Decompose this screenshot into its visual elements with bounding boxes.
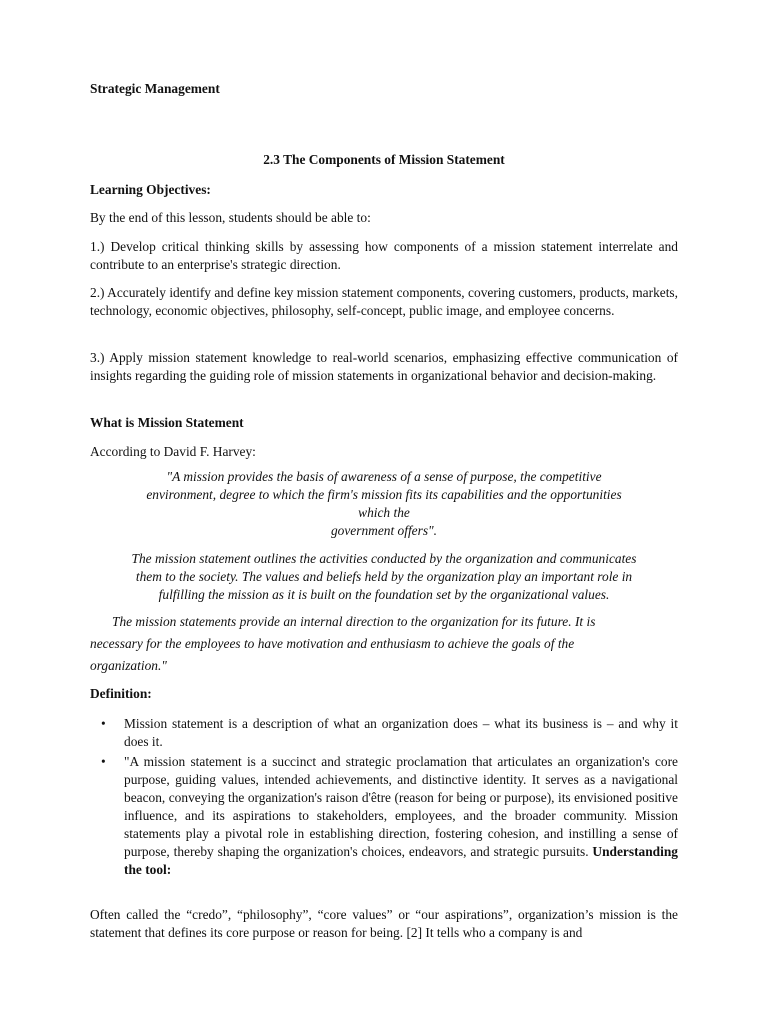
objective-item-1: 1.) Develop critical thinking skills by assessing how components of a mission statement interrelate and contribute to an enterprise's strategic direction. bbox=[90, 239, 678, 272]
objective-item-2: 2.) Accurately identify and define key mission statement components, covering customers, products, markets, technology, economic objectives, philosophy, self-concept, public image, and employee concerns. bbox=[90, 285, 678, 318]
paragraph-line: The mission statement outlines the activities conducted by the organization and communicates bbox=[131, 551, 637, 566]
paragraph-line: them to the society. The values and beliefs held by the organization play an important role in bbox=[135, 569, 633, 584]
list-item bbox=[101, 715, 678, 751]
list-item bbox=[101, 753, 678, 879]
mission-outline-paragraph bbox=[90, 550, 678, 604]
definition-heading: Definition: bbox=[90, 686, 152, 701]
quote-line: government offers". bbox=[330, 523, 438, 538]
internal-direction-paragraph bbox=[90, 611, 678, 677]
according-line: According to David F. Harvey: bbox=[90, 444, 256, 459]
closing-paragraph: Often called the “credo”, “philosophy”, “core values” or “our aspirations”, organization’s mission is the statement that defines its core purpose or reason for being. [2] It tells who a company is and bbox=[90, 907, 678, 940]
definition-bullet-text: Mission statement is a description of what an organization does – what its business is – and why it does it. bbox=[124, 716, 678, 749]
what-is-heading: What is Mission Statement bbox=[90, 415, 244, 430]
definition-bullet-text: "A mission statement is a succinct and strategic proclamation that articulates an organization's core purpose, guiding values, intended achievements, and distinctive identity. It serves as a navigational beacon, conveying the organization's raison d'être (reason for being or purpose), its envisioned positive influence, and its aspirations to stakeholders, employees, and the broader community. Mission statements play a pivotal role in establishing direction, fostering cohesion, and instilling a sense of purpose, thereby shaping the organization's choices, endeavors, and strategic pursuits. bbox=[124, 754, 678, 859]
paragraph-line: The mission statements provide an internal direction to the organization for its future. It is bbox=[112, 614, 596, 629]
understanding-tool-heading: Understanding the tool: bbox=[124, 844, 678, 877]
quote-line: "A mission provides the basis of awareness of a sense of purpose, the competitive bbox=[166, 469, 602, 484]
objective-item-3: 3.) Apply mission statement knowledge to real-world scenarios, emphasizing effective communication of insights regarding the guiding role of mission statements in organizational behavior and decision-making. bbox=[90, 350, 678, 383]
bullet-icon: • bbox=[101, 754, 106, 769]
paragraph-line: fulfilling the mission as it is built on the foundation set by the organizational values. bbox=[158, 587, 610, 602]
quote-line: which the bbox=[358, 505, 410, 520]
harvey-quote bbox=[90, 468, 678, 540]
quote-line: environment, degree to which the firm's mission fits its capabilities and the opportunities bbox=[146, 487, 622, 502]
paragraph-line: organization." bbox=[90, 658, 167, 673]
bullet-icon: • bbox=[101, 716, 106, 731]
paragraph-line: necessary for the employees to have motivation and enthusiasm to achieve the goals of the bbox=[90, 636, 575, 651]
section-title: 2.3 The Components of Mission Statement bbox=[263, 152, 505, 167]
learning-intro: By the end of this lesson, students should be able to: bbox=[90, 210, 371, 225]
learning-objectives-heading: Learning Objectives: bbox=[90, 182, 211, 197]
running-header: Strategic Management bbox=[90, 81, 220, 96]
definition-list bbox=[101, 715, 678, 879]
